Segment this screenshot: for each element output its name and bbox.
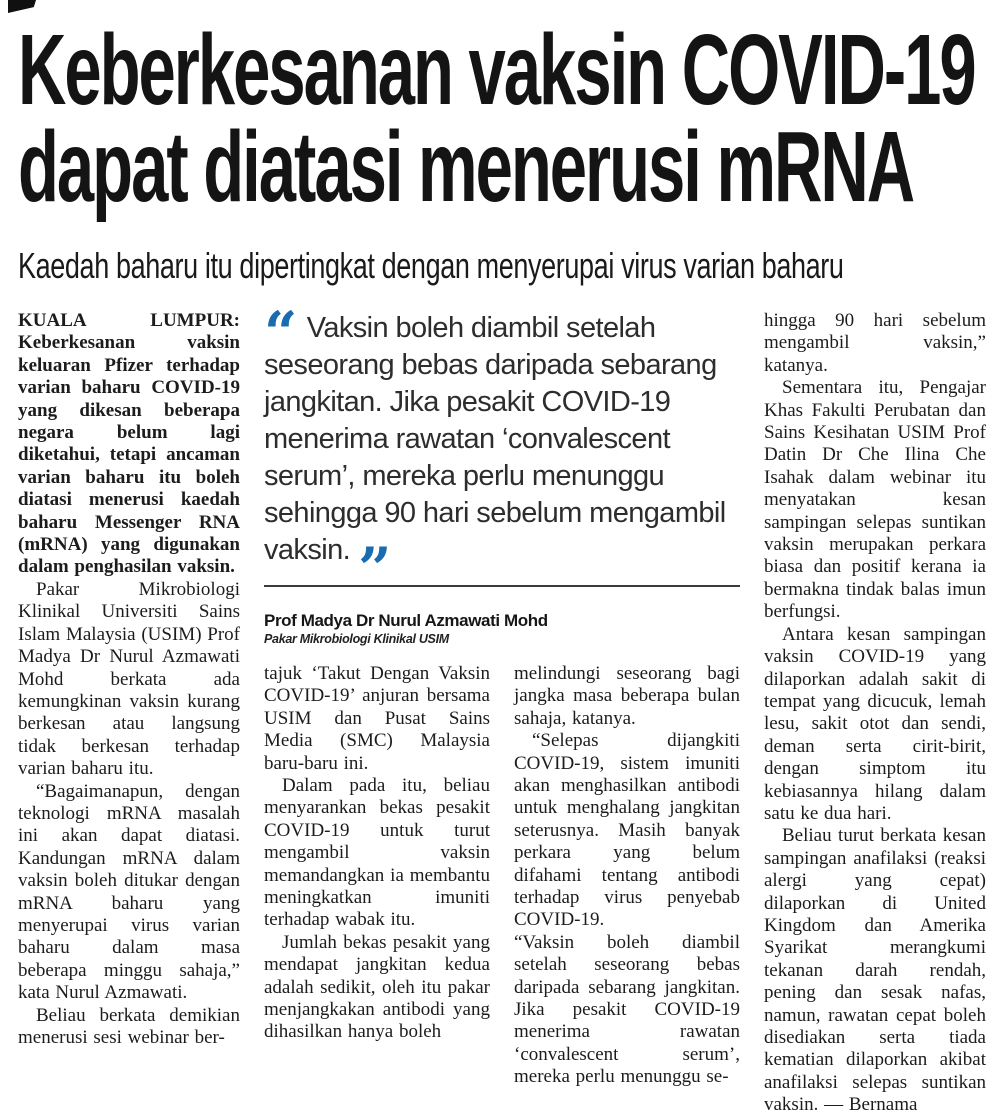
paragraph: Beliau turut berkata kesan sampingan anafilaksi (reaksi alergi yang cepat) dilaporkan di United Kingdom dan Amerika Syarikat merangkumi tekanan darah rendah, pening dan sesak nafas, namun, rawatan cepat boleh disediakan serta tiada kematian dilaporkan akibat anafilaksi selepas suntikan vaksin. — Bernama	[764, 825, 986, 1116]
article-column-1	[18, 310, 240, 1117]
paragraph: Pakar Mikrobiologi Klinikal Universiti Sains Islam Malaysia (USIM) Prof Madya Dr Nurul Azmawati Mohd berkata ada kemungkinan vaksin kurang berkesan atau langsung tidak berkesan terhadap varian baharu itu.	[18, 578, 240, 780]
quote-attribution-title: Pakar Mikrobiologi Klinikal USIM	[264, 632, 449, 646]
pull-quote-text	[264, 299, 740, 603]
subheadline: Kaedah baharu itu dipertingkat dengan menyerupai virus varian baharu	[18, 245, 844, 286]
quote-attribution-name: Prof Madya Dr Nurul Azmawati Mohd	[264, 611, 548, 630]
paragraph: “Bagaimanapun, dengan teknologi mRNA masalah ini akan dapat diatasi. Kandungan mRNA dalam vaksin boleh ditukar dengan mRNA baharu yang menyerupai virus varian baharu dalam masa beberapa minggu sahaja,” kata Nurul Azmawati.	[18, 780, 240, 1004]
paragraph: Sementara itu, Pengajar Khas Fakulti Perubatan dan Sains Kesihatan USIM Prof Datin Dr Che Ilina Che Isahak dalam webinar itu menyatakan kesan sampingan selepas suntikan vaksin merupakan perkara biasa dan positif kerana ia bermakna tindak balas imun berfungsi.	[764, 377, 986, 623]
pull-quote-body: Vaksin boleh diambil setelah seseorang bebas daripada sebarang jangkitan. Jika pesakit COVID-19 menerima rawatan ‘convalescent serum’, mereka perlu menunggu sehingga 90 hari sebelum mengambil vaksin.	[264, 312, 726, 566]
paragraph-continuation: hingga 90 hari sebelum mengambil vaksin,” katanya.	[764, 310, 986, 376]
paragraph: Jumlah bekas pesakit yang mendapat jangkitan kedua adalah sedikit, oleh itu pakar menjangkakan antibodi yang dihasilkan hanya boleh	[264, 931, 490, 1043]
quote-divider	[264, 585, 740, 587]
paragraph: Dalam pada itu, beliau menyarankan bekas pesakit COVID-19 untuk turut mengambil vaksin memandangkan ia membantu meningkatkan imuniti terhadap wabak itu.	[264, 774, 490, 931]
paragraph-continuation: tajuk ‘Takut Dengan Vaksin COVID-19’ anjuran bersama USIM dan Pusat Sains Media (SMC) Malaysia baru-baru ini.	[264, 662, 490, 774]
paragraph: Beliau berkata demikian menerusi sesi webinar ber-	[18, 1004, 240, 1048]
headline-line-1: Keberkesanan vaksin COVID-19	[18, 14, 975, 126]
article-column-2	[264, 663, 490, 1117]
article-body	[18, 299, 986, 1117]
close-quote-icon: ”	[358, 535, 391, 603]
paragraph: “Selepas dijangkiti COVID-19, sistem imuniti akan menghasilkan antibodi untuk menghalang jangkitan seterusnya. Masih banyak perkara yang belum difahami tentang antibodi terhadap virus penyebab COVID-19.	[514, 730, 740, 931]
headline-line-2: dapat diatasi menerusi mRNA	[18, 111, 914, 223]
paragraph-continuation: melindungi seseorang bagi jangka masa beberapa bulan sahaja, katanya.	[514, 662, 740, 729]
article-column-3	[514, 663, 740, 1117]
headline	[18, 0, 984, 223]
paragraph: “Vaksin boleh diambil setelah seseorang bebas daripada sebarang jangkitan. Jika pesakit COVID-19 menerima rawatan ‘convalescent serum’, mereka perlu menunggu se-	[514, 931, 740, 1088]
open-quote-icon: “	[264, 299, 297, 367]
paragraph-lead: KUALA LUMPUR: Keberkesanan vaksin keluaran Pfizer terhadap varian baharu COVID-19 yang dikesan beberapa negara belum lagi diketahui, tetapi ancaman varian baharu itu boleh diatasi menerusi kaedah baharu Messenger RNA (mRNA) yang digunakan dalam penghasilan vaksin.	[18, 310, 240, 578]
paragraph: Antara kesan sampingan vaksin COVID-19 yang dilaporkan adalah sakit di tempat yang dicucuk, lemah lesu, sakit otot dan sendi, deman serta cirit-birit, dengan simptom itu kebiasannya hilang dalam satu ke dua hari.	[764, 623, 986, 824]
article-column-4	[764, 310, 986, 1117]
pull-quote-block	[264, 299, 740, 646]
